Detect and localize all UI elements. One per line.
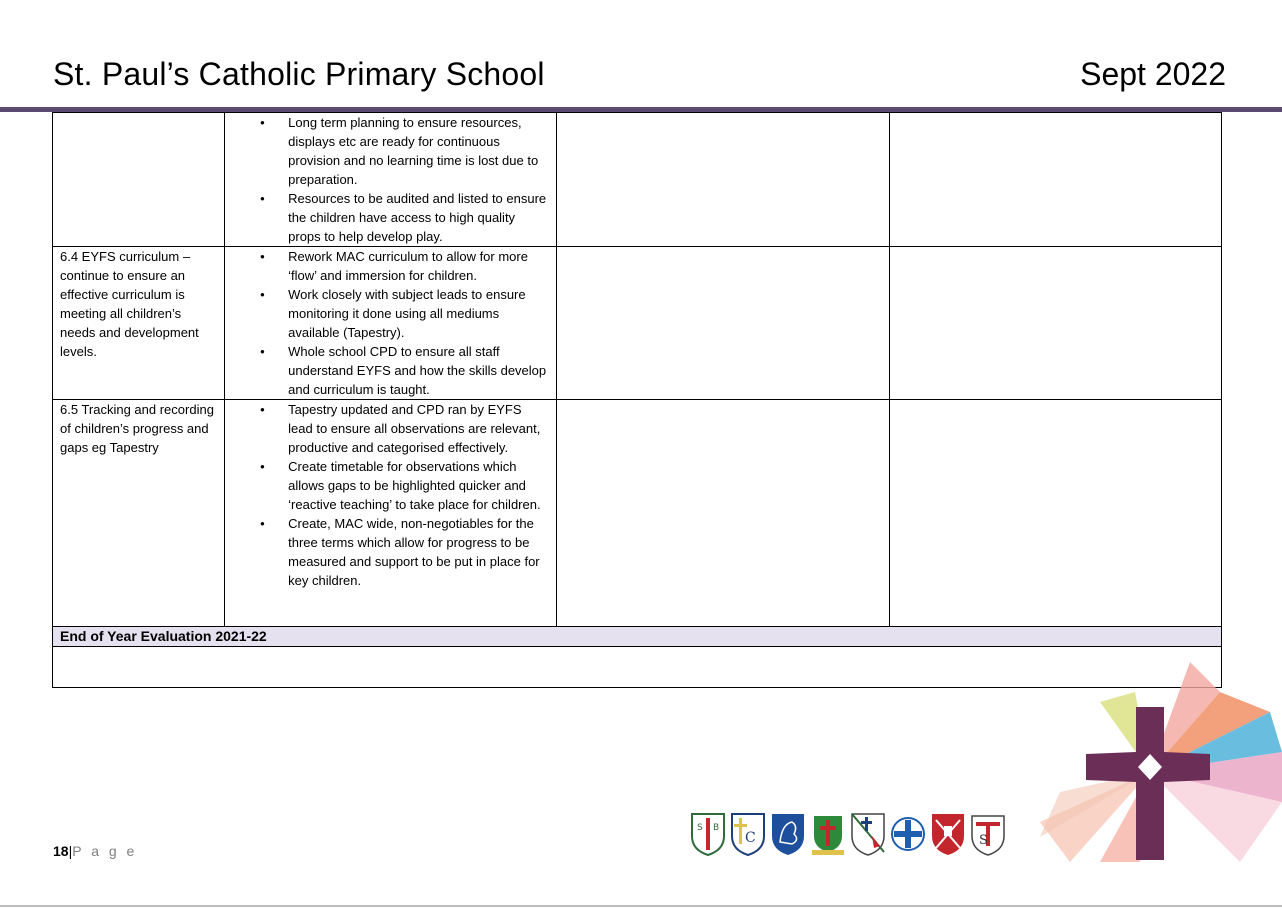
area-cell: 6.5 Tracking and recording of children’s progress and gaps eg Tapestry xyxy=(53,400,225,627)
page-number: 18 xyxy=(53,843,69,859)
empty-cell xyxy=(557,400,889,627)
header-date: Sept 2022 xyxy=(1080,56,1226,92)
action-plan-table xyxy=(52,112,1222,688)
footer-separator: | xyxy=(68,843,73,859)
evaluation-heading-row xyxy=(53,627,1222,647)
crest-cross-shield-icon xyxy=(850,812,886,856)
crest-sc-icon xyxy=(730,812,766,856)
trust-logo xyxy=(1040,662,1282,862)
table-row xyxy=(53,113,1222,247)
crest-blue-lion-icon xyxy=(770,812,806,856)
evaluation-heading: End of Year Evaluation 2021-22 xyxy=(53,627,1222,647)
crest-red-shield-icon xyxy=(930,812,966,856)
list-item: • Rework MAC curriculum to allow for more ‘flow’ and immersion for children. xyxy=(288,247,549,285)
actions-cell xyxy=(225,247,557,400)
crest-blue-cross-icon xyxy=(890,812,926,856)
list-item: • Whole school CPD to ensure all staff understand EYFS and how the skills develop and curriculum is taught. xyxy=(288,342,549,399)
list-item: • Tapestry updated and CPD ran by EYFS lead to ensure all observations are relevant, productive and categorised effectively. xyxy=(288,400,549,457)
empty-cell xyxy=(889,113,1221,247)
svg-text:S: S xyxy=(979,833,988,848)
list-item: • Create timetable for observations which allows gaps to be highlighted quicker and ‘reactive teaching’ to take place for children. xyxy=(288,457,549,514)
school-name: St. Paul’s Catholic Primary School xyxy=(53,56,545,92)
table-row xyxy=(53,400,1222,627)
empty-cell xyxy=(889,247,1221,400)
action-list xyxy=(232,247,549,399)
action-list xyxy=(232,400,549,590)
empty-cell xyxy=(557,247,889,400)
crest-sjb-icon xyxy=(690,812,726,856)
empty-cell xyxy=(557,113,889,247)
actions-cell xyxy=(225,113,557,247)
table-row xyxy=(53,247,1222,400)
svg-text:C: C xyxy=(745,830,756,846)
svg-text:B: B xyxy=(713,823,720,833)
empty-cell xyxy=(889,400,1221,627)
list-item: • Work closely with subject leads to ensure monitoring it done using all mediums available (Tapestry). xyxy=(288,285,549,342)
actions-cell xyxy=(225,400,557,627)
page-footer xyxy=(53,843,137,859)
action-list xyxy=(232,113,549,246)
list-item: • Long term planning to ensure resources, displays etc are ready for continuous provision and no learning time is lost due to preparation. xyxy=(288,113,549,189)
list-item: • Create, MAC wide, non-negotiables for the three terms which allow for progress to be measured and support to be put in place for key children. xyxy=(288,514,549,590)
svg-text:S: S xyxy=(697,823,703,833)
page-label: P a g e xyxy=(72,843,138,859)
school-crests xyxy=(690,812,1006,856)
list-item: • Resources to be audited and listed to ensure the children have access to high quality props to help develop play. xyxy=(288,189,549,246)
crest-st-icon xyxy=(970,812,1006,856)
bottom-divider xyxy=(0,905,1282,907)
area-cell: 6.4 EYFS curriculum – continue to ensure an effective curriculum is meeting all children’s needs and development levels. xyxy=(53,247,225,400)
crest-green-cross-icon xyxy=(810,812,846,856)
area-cell xyxy=(53,113,225,247)
